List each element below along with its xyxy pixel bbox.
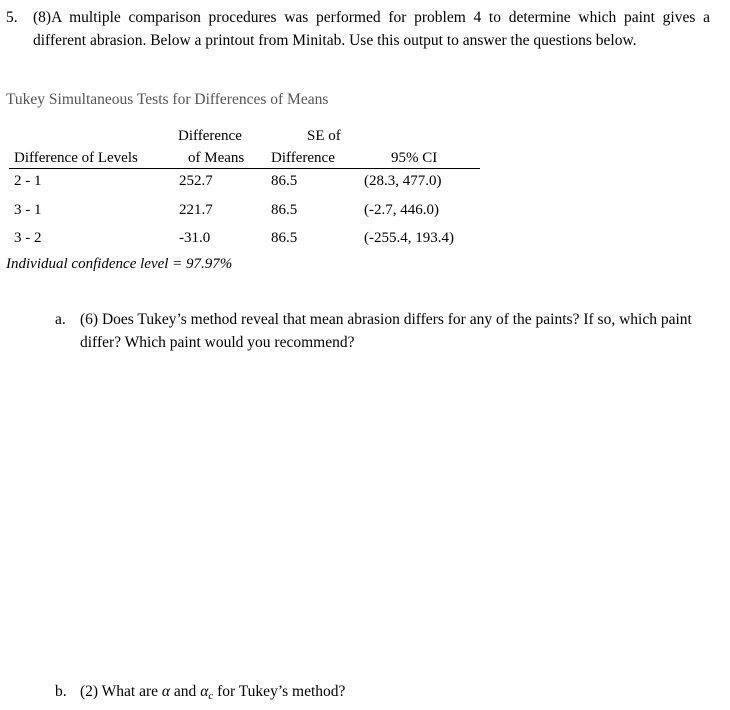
question-b-suffix: for Tukey’s method? <box>213 683 346 700</box>
problem-5 <box>6 6 710 52</box>
question-b-prefix: (2) What are <box>80 683 162 700</box>
alpha-c-symbol: α <box>200 683 209 700</box>
row-se: 86.5 <box>271 202 298 218</box>
row-diff: 221.7 <box>179 202 213 218</box>
row-ci: (-255.4, 193.4) <box>364 230 454 246</box>
header-rule <box>9 168 480 169</box>
header-ci: 95% CI <box>391 150 438 166</box>
row-levels: 3 - 1 <box>14 202 42 218</box>
row-levels: 3 - 2 <box>14 230 42 246</box>
header-means-bottom: of Means <box>188 150 245 166</box>
alpha-c-subscript: c <box>208 690 214 702</box>
row-diff: 252.7 <box>179 173 213 189</box>
question-b-text <box>80 680 715 703</box>
row-ci: (-2.7, 446.0) <box>364 202 439 218</box>
question-b-and: and <box>170 683 201 700</box>
question-a <box>55 308 715 354</box>
problem-number: 5. <box>6 9 18 26</box>
header-levels: Difference of Levels <box>14 150 138 166</box>
row-ci: (28.3, 477.0) <box>364 173 442 189</box>
question-b <box>55 680 715 703</box>
row-se: 86.5 <box>271 230 298 246</box>
row-se: 86.5 <box>271 173 298 189</box>
question-a-text: (6) Does Tukey’s method reveal that mean abrasion differs for any of the paints? If so, which paint differ? Which paint would you recommend? <box>80 311 692 351</box>
confidence-level: Individual confidence level = 97.97% <box>6 256 233 272</box>
header-se-top: SE of <box>307 128 341 144</box>
row-diff: -31.0 <box>179 230 211 246</box>
alpha-symbol: α <box>161 683 171 700</box>
row-levels: 2 - 1 <box>14 173 42 189</box>
question-a-label: a. <box>55 311 66 328</box>
problem-text: (8)A multiple comparison procedures was performed for problem 4 to determine which paint gives a different abrasion. Below a printout from Minitab. Use this output to answer the questions below. <box>33 9 710 49</box>
header-means-top: Difference <box>178 128 242 144</box>
question-b-label: b. <box>55 683 67 700</box>
header-se-bottom: Difference <box>271 150 335 166</box>
tukey-title: Tukey Simultaneous Tests for Differences of Means <box>6 91 329 108</box>
